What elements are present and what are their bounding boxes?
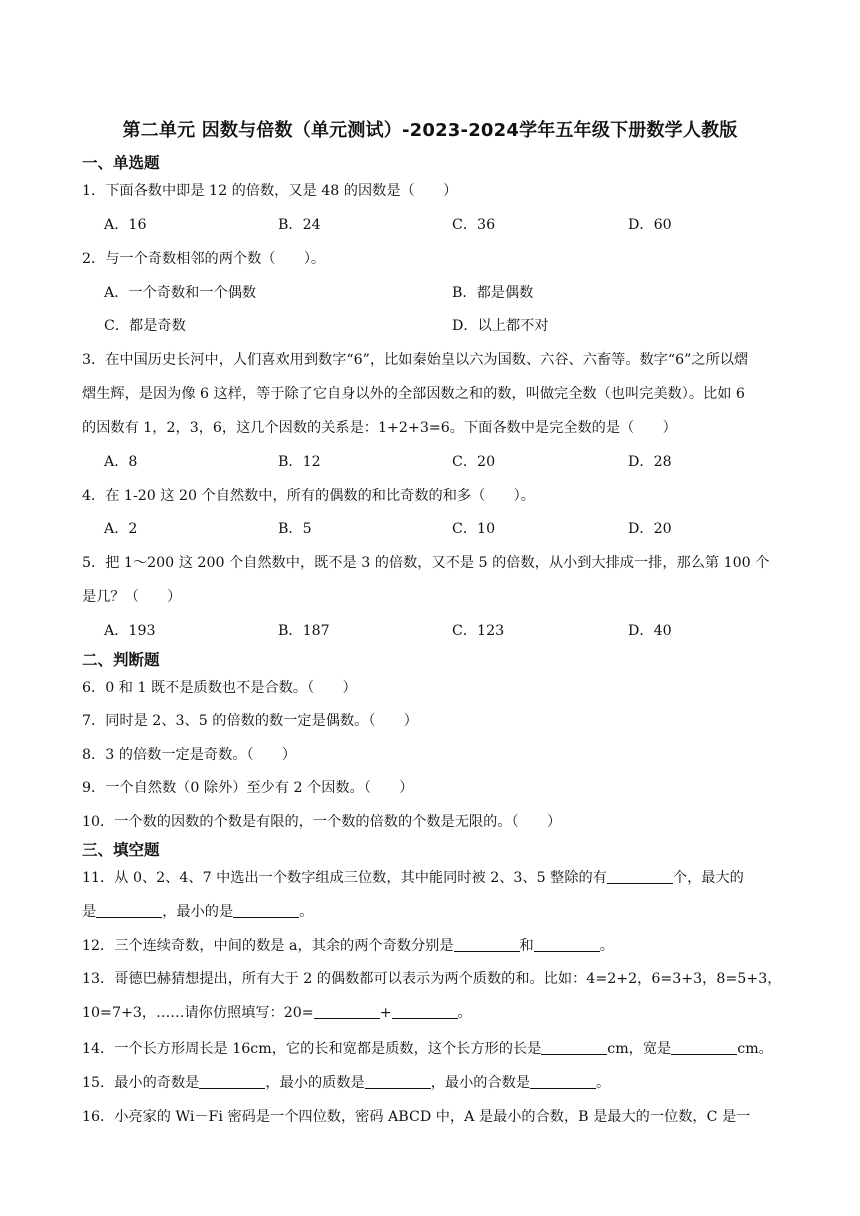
option-d: D．40 bbox=[628, 623, 672, 639]
section-heading-single-choice: 一、单选题 bbox=[82, 154, 160, 172]
question-3-line-1: 3．在中国历史长河中，人们喜欢用到数字“6”，比如秦始皇以六为国数、六谷、六畜等。数字“6”之所以熠 bbox=[82, 352, 749, 368]
option-b: B．187 bbox=[278, 623, 330, 639]
question-11-line-1 bbox=[82, 867, 782, 887]
option-a: A．一个奇数和一个偶数 bbox=[104, 285, 257, 301]
option-a: A．8 bbox=[104, 454, 138, 470]
option-d: D．以上都不对 bbox=[452, 318, 549, 334]
question-5-line-1: 5．把 1～200 这 200 个自然数中，既不是 3 的倍数，又不是 5 的倍数，从小到大排成一排，那么第 100 个 bbox=[82, 555, 770, 571]
answer-blank[interactable] bbox=[534, 937, 600, 952]
question-15-text: 15．最小的奇数是 bbox=[82, 1075, 200, 1091]
answer-blank[interactable] bbox=[530, 1074, 596, 1089]
option-b: B．5 bbox=[278, 521, 312, 537]
question-6: 6．0 和 1 既不是质数也不是合数。（ ） bbox=[82, 680, 357, 696]
question-13-text: 10=7+3，……请你仿照填写：20= bbox=[82, 1005, 314, 1021]
question-12 bbox=[82, 935, 782, 955]
question-3-line-3: 的因数有 1，2，3，6，这几个因数的关系是：1+2+3=6。下面各数中是完全数的是（ ） bbox=[82, 420, 677, 436]
page-title: 第二单元 因数与倍数（单元测试）-2023-2024学年五年级下册数学人教版 bbox=[122, 120, 738, 141]
question-15-text: ，最小的合数是 bbox=[430, 1075, 531, 1091]
option-c: C．10 bbox=[452, 521, 496, 537]
answer-blank[interactable] bbox=[199, 1074, 265, 1089]
option-b: B．都是偶数 bbox=[452, 285, 534, 301]
question-15 bbox=[82, 1072, 782, 1092]
question-2: 2．与一个奇数相邻的两个数（ ）。 bbox=[82, 251, 326, 267]
question-13-text: 。 bbox=[457, 1005, 472, 1021]
question-8: 8．3 的倍数一定是奇数。（ ） bbox=[82, 747, 297, 763]
question-12-text: 和 bbox=[519, 938, 534, 954]
option-d: D．20 bbox=[628, 521, 672, 537]
question-11-text: 。 bbox=[299, 904, 314, 920]
option-a: A．2 bbox=[104, 521, 138, 537]
question-9: 9．一个自然数（0 除外）至少有 2 个因数。（ ） bbox=[82, 780, 414, 796]
question-11-text: ，最小的是 bbox=[162, 904, 234, 920]
section-heading-fill-blank: 三、填空题 bbox=[82, 841, 160, 859]
question-12-text: 12．三个连续奇数，中间的数是 a，其余的两个奇数分别是 bbox=[82, 938, 454, 954]
answer-blank[interactable] bbox=[365, 1074, 431, 1089]
question-4: 4．在 1-20 这 20 个自然数中，所有的偶数的和比奇数的和多（ ）。 bbox=[82, 488, 535, 504]
question-12-text: 。 bbox=[599, 938, 614, 954]
question-16-line-1: 16．小亮家的 Wi－Fi 密码是一个四位数，密码 ABCD 中，A 是最小的合数，B 是最大的一位数，C 是一 bbox=[82, 1109, 751, 1125]
answer-blank[interactable] bbox=[671, 1040, 737, 1055]
question-15-text: ，最小的质数是 bbox=[265, 1075, 365, 1091]
option-c: C．20 bbox=[452, 454, 496, 470]
question-15-text: 。 bbox=[596, 1075, 611, 1091]
question-11-text: 是 bbox=[82, 904, 97, 920]
option-c: C．36 bbox=[452, 217, 496, 233]
question-11-text: 个，最大的 bbox=[672, 870, 744, 886]
question-14-text: 14．一个长方形周长是 16cm，它的长和宽都是质数，这个长方形的长是 bbox=[82, 1041, 542, 1057]
option-c: C．123 bbox=[452, 623, 505, 639]
question-13-line-2 bbox=[82, 1002, 782, 1022]
answer-blank[interactable] bbox=[314, 1004, 380, 1019]
answer-blank[interactable] bbox=[96, 903, 162, 918]
option-a: A．193 bbox=[104, 623, 156, 639]
question-14-text: cm，宽是 bbox=[607, 1041, 672, 1057]
section-heading-judgement: 二、判断题 bbox=[82, 651, 160, 669]
question-13-line-1: 13．哥德巴赫猜想提出，所有大于 2 的偶数都可以表示为两个质数的和。比如：4=2+2，6=3+3，8=5+3， bbox=[82, 971, 782, 987]
answer-blank[interactable] bbox=[392, 1004, 458, 1019]
question-1: 1．下面各数中即是 12 的倍数，又是 48 的因数是（ ） bbox=[82, 183, 458, 199]
option-d: D．28 bbox=[628, 454, 672, 470]
option-b: B．12 bbox=[278, 454, 321, 470]
question-5-line-2: 是几？（ ） bbox=[82, 589, 182, 605]
answer-blank[interactable] bbox=[454, 937, 520, 952]
answer-blank[interactable] bbox=[607, 869, 673, 884]
answer-blank[interactable] bbox=[233, 903, 299, 918]
question-11-text: 11．从 0、2、4、7 中选出一个数字组成三位数，其中能同时被 2、3、5 整除的有 bbox=[82, 870, 607, 886]
option-d: D．60 bbox=[628, 217, 672, 233]
option-a: A．16 bbox=[104, 217, 147, 233]
answer-blank[interactable] bbox=[541, 1040, 607, 1055]
question-14 bbox=[82, 1038, 782, 1058]
question-13-text: + bbox=[379, 1005, 392, 1021]
question-3-line-2: 熠生辉，是因为像 6 这样，等于除了它自身以外的全部因数之和的数，叫做完全数（也叫完美数）。比如 6 bbox=[82, 386, 745, 402]
question-11-line-2 bbox=[82, 901, 782, 921]
option-c: C．都是奇数 bbox=[104, 318, 186, 334]
question-7: 7．同时是 2、3、5 的倍数的数一定是偶数。（ ） bbox=[82, 713, 418, 729]
question-14-text: cm。 bbox=[737, 1041, 773, 1057]
question-10: 10．一个数的因数的个数是有限的，一个数的倍数的个数是无限的。（ ） bbox=[82, 814, 562, 830]
option-b: B．24 bbox=[278, 217, 321, 233]
